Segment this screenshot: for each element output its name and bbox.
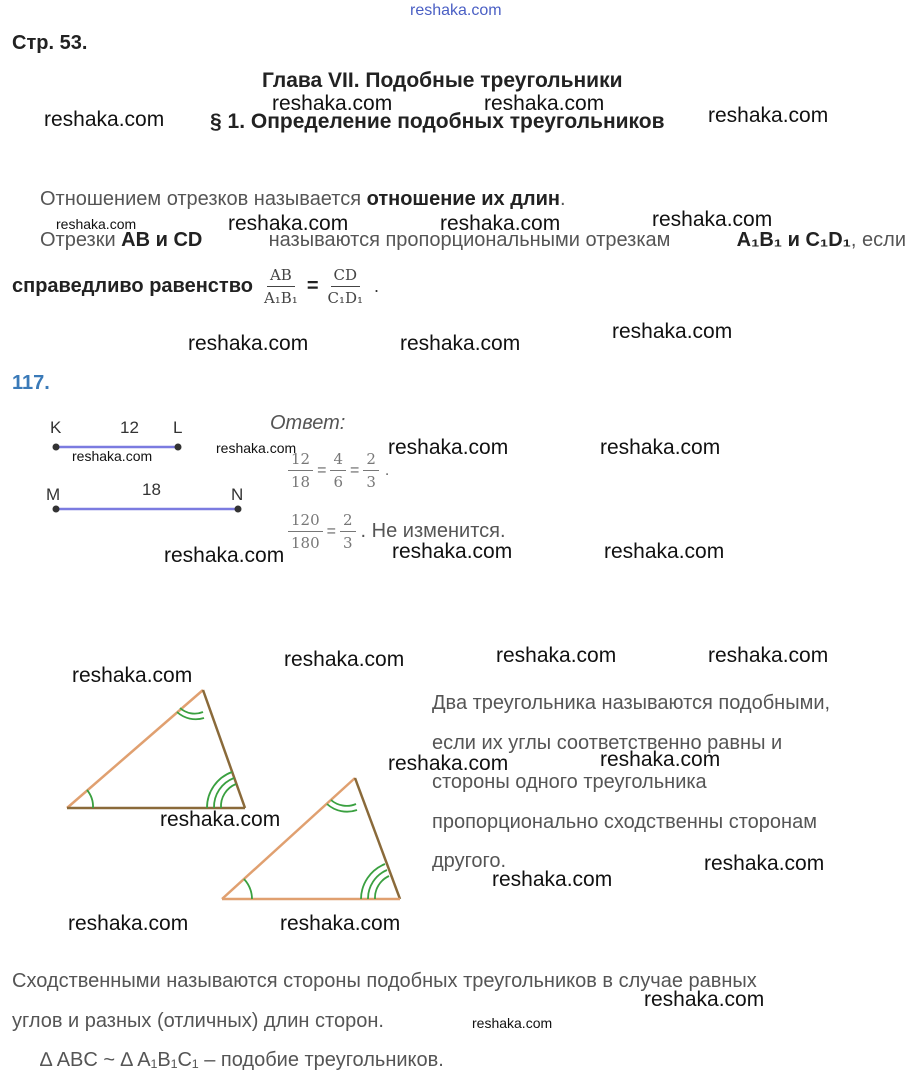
point-k [53,444,60,451]
fraction-cd [325,266,367,307]
fraction-12-18 [288,450,313,491]
fraction-ab-numerator: AB [267,266,295,287]
label-n: N [231,485,244,504]
label-l: L [173,418,183,437]
watermark-small: reshaka.com [216,440,297,456]
equation-dot: . [374,276,380,296]
similar-line-5: другого. [432,850,507,872]
proportion-equation [12,266,379,307]
fraction-2-3 [363,450,379,491]
answer-label: Ответ: [270,412,346,434]
angle-arc [244,879,252,899]
equation-dot: . [384,461,390,479]
similar-line-2: если их углы соответственно равны и [432,731,783,754]
similarity-notation: ∆ ABC ~ ∆ A₁B₁C₁ – подобие треугольников. [40,1049,444,1071]
watermark: reshaka.com [272,92,393,115]
fraction-2-3 [340,511,356,552]
watermark: reshaka.com [492,868,613,891]
label-m: M [46,485,61,504]
similar-line-1 [432,684,906,724]
watermark-small: reshaka.com [472,1015,553,1031]
similar-definition [432,684,906,882]
answer-equation-1 [288,450,389,491]
similar-triangles-diagram [55,680,415,910]
fraction-denominator: 180 [291,534,320,552]
equals-sign: = [306,275,319,297]
fraction-numerator: 2 [363,450,379,471]
watermark: reshaka.com [388,436,509,459]
equals-sign: = [317,461,327,479]
angle-arc [87,790,93,808]
fraction-numerator: 12 [288,450,313,471]
fraction-denominator: 18 [291,473,311,491]
fraction-cd-denominator: C₁D₁ [327,289,364,307]
triangle-2 [222,778,400,899]
watermark: reshaka.com [600,436,721,459]
watermark: reshaka.com [284,648,405,671]
label-k: K [50,418,62,437]
fraction-numerator: 4 [330,450,346,471]
watermark: reshaka.com [280,912,401,935]
watermark: reshaka.com [392,540,513,563]
watermark: reshaka.com [604,540,725,563]
text-ab-cd: AB и CD [121,229,203,251]
label-12: 12 [120,418,139,437]
text-a1b1-c1d1: A₁B₁ и C₁D₁ [736,229,851,251]
watermark: reshaka.com [600,748,721,771]
watermark: reshaka.com [68,912,189,935]
point-l [175,444,182,451]
page-reference: Стр. 53. [12,32,88,54]
section-title: § 1. Определение подобных треугольников [210,110,665,133]
similar-text: Два треугольника называются подобными, [432,692,831,714]
fraction-denominator: 3 [342,534,353,552]
watermark: reshaka.com [228,212,349,235]
watermark: reshaka.com [704,852,825,875]
definition-dot: . [560,188,566,210]
point-n [235,506,242,513]
fraction-120-180 [288,511,323,552]
watermark-small: reshaka.com [72,448,153,464]
corresponding-line-1: Сходственными называются стороны подобных треугольников в случае равных [12,970,757,992]
text-esli: , если [850,229,906,251]
definition-text: Отношением отрезков называется [40,188,367,210]
exercise-number: 117. [12,372,50,394]
fraction-numerator: 120 [288,511,323,532]
watermark: reshaka.com [388,752,509,775]
similar-line-3: стороны одного треугольника [432,771,707,793]
watermark: reshaka.com [644,988,765,1011]
watermark-top: reshaka.com [410,2,502,19]
fraction-cd-numerator: CD [331,266,361,287]
equals-sign: = [349,461,360,479]
watermark: reshaka.com [188,332,309,355]
watermark: reshaka.com [72,664,193,687]
watermark: reshaka.com [160,808,281,831]
definition-line-1 [40,188,566,211]
corresponding-line-2: углов и разных (отличных) длин сторон. [12,1010,384,1032]
segments-diagram [40,410,260,520]
fraction-ab [261,266,301,307]
equals-sign: = [326,522,336,540]
fraction-4-6 [330,450,346,491]
point-m [53,506,60,513]
fraction-denominator: 6 [333,473,343,491]
text-proportional: называются пропорциональными отрезкам [268,229,671,251]
similar-line-4: пропорционально сходственны сторонам [432,810,817,833]
watermark: reshaka.com [708,644,829,667]
watermark: reshaka.com [708,104,829,127]
fraction-ab-denominator: A₁B₁ [263,289,298,307]
watermark: reshaka.com [440,212,561,235]
watermark: reshaka.com [400,332,521,355]
watermark: reshaka.com [44,108,165,131]
chapter-title: Глава VII. Подобные треугольники [262,69,623,92]
definition-bold: отношение их длин [366,188,561,210]
watermark: reshaka.com [164,544,285,567]
answer-text: . Не изменится. [360,520,506,542]
text-otrezki: Отрезки [40,229,122,251]
watermark: reshaka.com [612,320,733,343]
label-18: 18 [142,480,161,499]
text-spravedlivo: справедливо равенство [12,275,253,297]
watermark: reshaka.com [652,208,773,231]
watermark: reshaka.com [496,644,617,667]
watermark-small: reshaka.com [56,216,137,232]
triangle-1 [67,690,245,808]
watermark: reshaka.com [484,92,605,115]
fraction-numerator: 2 [340,511,356,532]
fraction-denominator: 3 [366,473,376,491]
